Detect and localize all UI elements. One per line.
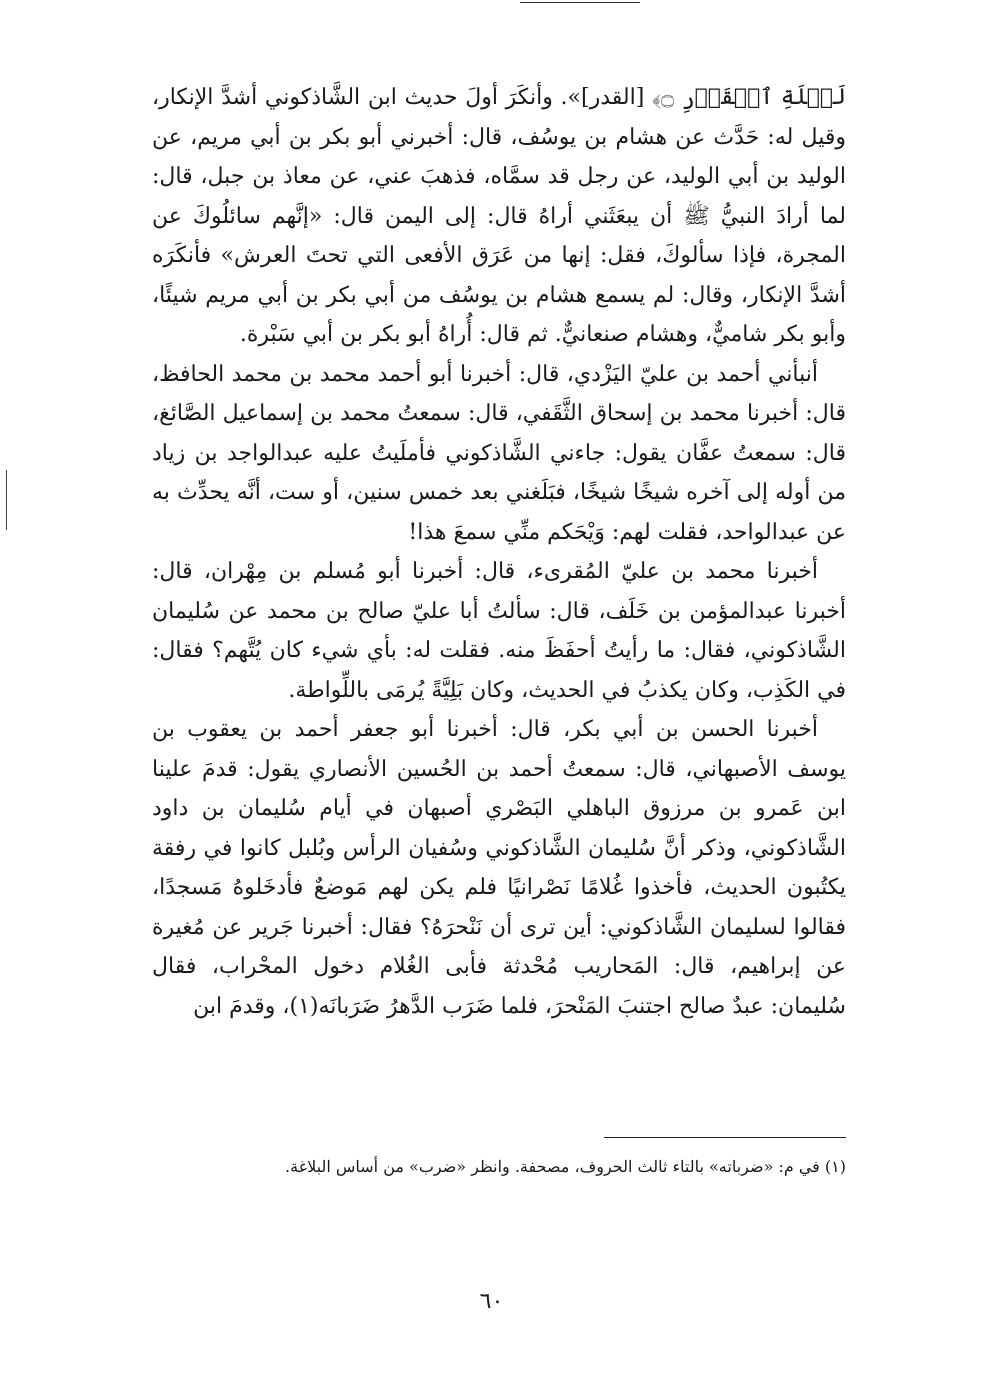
scan-edge-mark xyxy=(6,470,7,530)
paragraph-4: أخبرنا الحسن بن أبي بكر، قال: أخبرنا أبو جعفر أحمد بن يعقوب بن يوسف الأصبهاني، قال: سمعتُ أحمد بن الحُسين الأنصاري يقول: قدمَ علينا ابن عَمرو بن مرزوق الباهلي البَصْري أصبهان في أيام سُليمان بن داود الشَّاذكوني، وذكر أنَّ سُليمان الشَّاذكوني وسُفيان الرأس وبُلبل كانوا في رفقة يكتُبون الحديث، فأخذوا غُلامًا نَصْرانيًا فلم يكن لهم مَوضعٌ فأدخَلوهُ مَسجدًا، فقالوا لسليمان الشَّاذكوني: أين ترى أن نَنْحرَهُ؟ فقال: أخبرنا جَرير عن مُغيرة عن إبراهيم، قال: المَحاريب مُحْدثة فأبى الغُلام دخول المحْراب، فقال سُليمان: عبدٌ صالح اجتنبَ المَنْحرَ، فلما ضَرَب الدَّهرُ ضَرَبانَه(١)، وقدمَ ابن xyxy=(152,717,846,1019)
footnote: (١) في م: «ضرباته» بالتاء ثالث الحروف، مصحفة. وانظر «ضرب» من أساس البلاغة. xyxy=(285,1157,846,1176)
paragraph-2: أنبأني أحمد بن عليّ اليَزْدي، قال: أخبرنا أبو أحمد محمد بن محمد الحافظ، قال: أخبرنا محمد بن إسحاق الثَّقَفي، قال: سمعتُ محمد بن إسماعيل الصَّائغ، قال: سمعتُ عفَّان يقول: جاءني الشَّاذكوني فأملَيتُ عليه عبدالواجد بن زياد من أوله إلى آخره شيخًا شيخًا، فبَلَغني بعد خمس سنين، أو ست، أنَّه يحدِّث به عن عبدالواحد، فقلت لهم: وَيْحَكم منِّي سمعَ هذا! xyxy=(152,361,846,545)
main-text xyxy=(152,78,846,1026)
page-number: ٦٠ xyxy=(479,1289,504,1314)
paragraph-1: لَيۡلَةِ ٱلۡقَدۡرِ ۝﴾ [القدر]». وأنكَرَ أولَ حديث ابن الشَّاذكوني أشدَّ الإنكار، وقيل له: حَدَّث عن هشام بن يوسُف، قال: أخبرني أبو بكر بن أبي مريم، عن الوليد بن أبي الوليد، عن رجل قد سمَّاه، فذهبَ عني، عن معاذ بن جبل، قال: لما أرادَ النبيُّ ﷺ أن يبعَثَني أراهُ قال: إلى اليمن قال: «إنَّهم سائلُوكَ عن المجرة، فإذا سألوكَ، فقل: إنها من عَرَق الأفعى التي تحتَ العرش» فأنكَرَه أشدَّ الإنكار، وقال: لم يسمع هشام بن يوسُف من أبي بكر بن أبي مريم شيئًا، وأبو بكر شاميٌّ، وهشام صنعانيٌّ. ثم قال: أُراهُ أبو بكر بن أبي سَبْرة. xyxy=(152,85,846,347)
paragraph-3: أخبرنا محمد بن عليّ المُقرىء، قال: أخبرنا أبو مُسلم بن مِهْران، قال: أخبرنا عبدالمؤمن بن خَلَف، قال: سألتُ أبا عليّ صالح بن محمد عن سُليمان الشَّاذكوني، فقال: ما رأيتُ أحفَظَ منه. فقلت له: بأي شيء كان يُتَّهم؟ فقال: في الكَذِب، وكان يكذبُ في الحديث، وكان بَلِيَّةً يُرمَى باللِّواطة. xyxy=(152,559,846,703)
top-rule xyxy=(520,2,640,3)
footnote-separator xyxy=(604,1137,846,1138)
